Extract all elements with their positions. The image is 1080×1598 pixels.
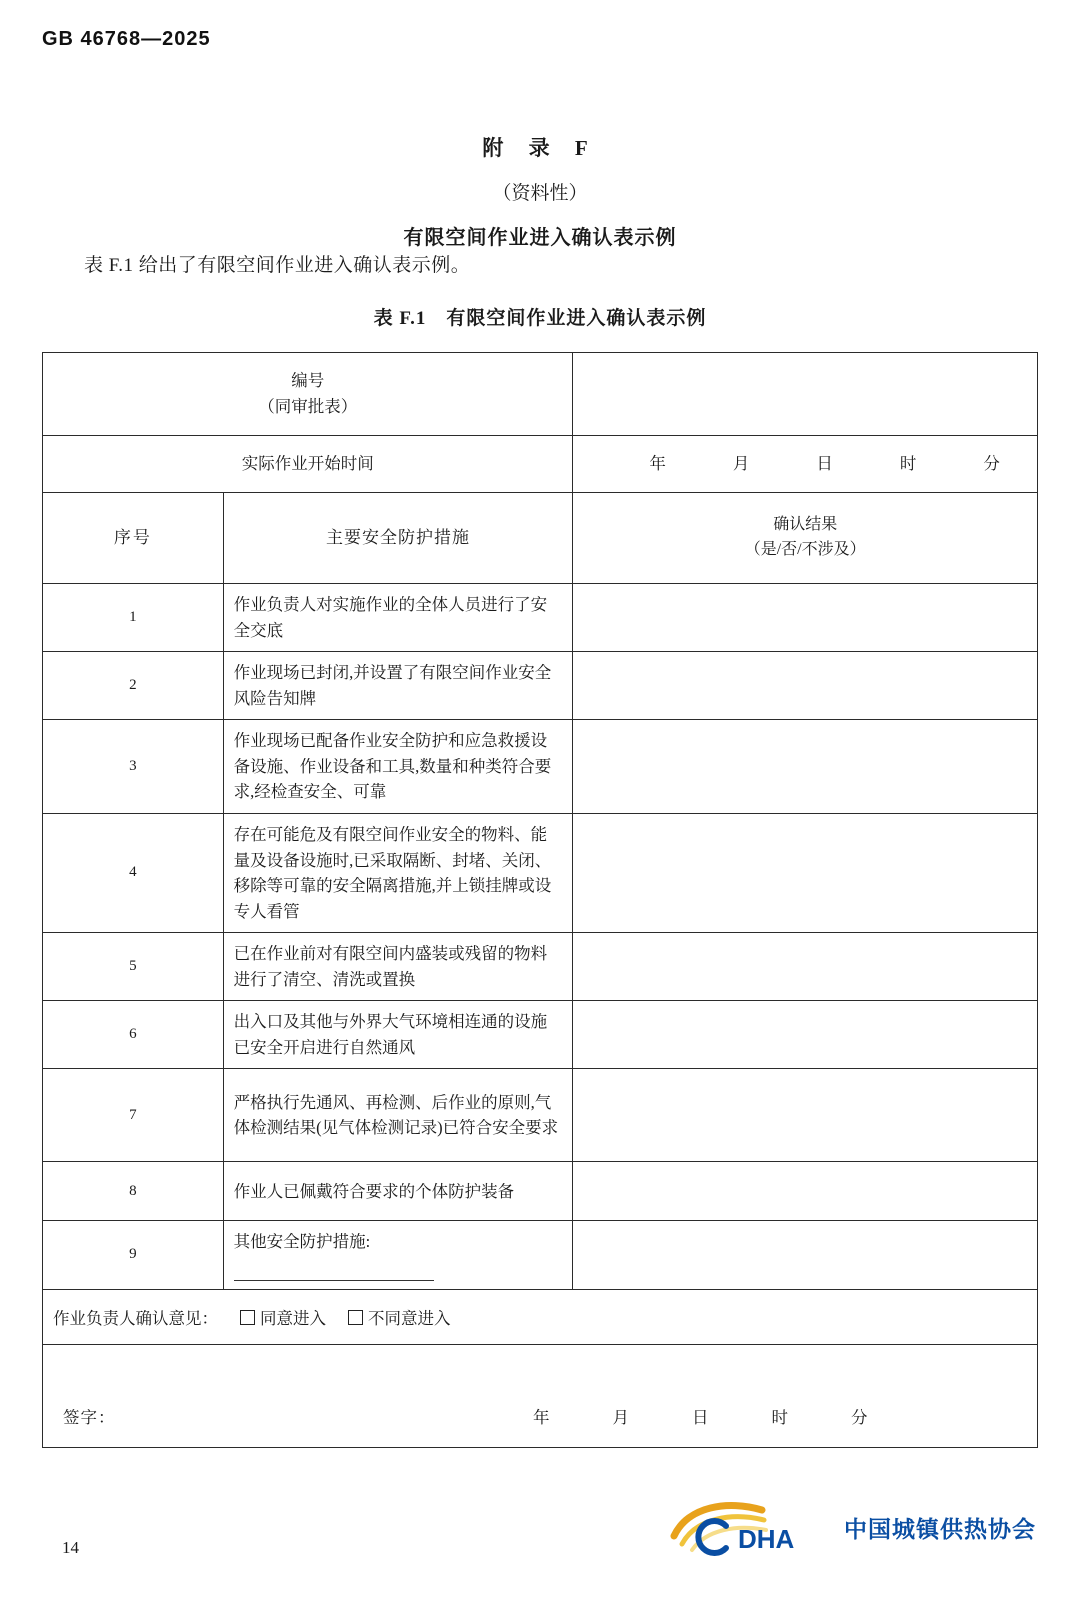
row-result[interactable] bbox=[573, 652, 1038, 720]
table-row bbox=[43, 720, 1038, 814]
row-measure-other bbox=[223, 1221, 573, 1289]
header-result-line2: （是/否/不涉及） bbox=[744, 541, 866, 558]
row-index: 7 bbox=[43, 1069, 224, 1162]
header-index: 序号 bbox=[43, 493, 224, 584]
table-row bbox=[43, 1069, 1038, 1162]
signature-datetime[interactable] bbox=[533, 1405, 869, 1431]
intro-sentence: 表 F.1 给出了有限空间作业进入确认表示例。 bbox=[84, 255, 471, 276]
label-agree: 同意进入 bbox=[260, 1308, 326, 1328]
row-index: 2 bbox=[43, 652, 224, 720]
row-measure: 已在作业前对有限空间内盛装或残留的物料进行了清空、清洗或置换 bbox=[223, 933, 573, 1001]
row-measure: 作业人已佩戴符合要求的个体防护装备 bbox=[223, 1162, 573, 1221]
unit-year: 年 bbox=[649, 454, 667, 474]
start-time-value[interactable] bbox=[573, 436, 1038, 493]
unit-minute: 分 bbox=[983, 454, 1001, 474]
row-measure: 严格执行先通风、再检测、后作业的原则,气体检测结果(见气体检测记录)已符合安全要求 bbox=[223, 1069, 573, 1162]
row-result[interactable] bbox=[573, 1162, 1038, 1221]
confirmation-opinion-cell bbox=[43, 1289, 1038, 1344]
id-label-line2: （同审批表） bbox=[258, 397, 358, 416]
row-measure-other-label: 其他安全防护措施: bbox=[233, 1232, 371, 1252]
table-row bbox=[43, 813, 1038, 932]
appendix-type: （资料性） bbox=[492, 183, 588, 204]
row-measure: 作业现场已封闭,并设置了有限空间作业安全风险告知牌 bbox=[223, 652, 573, 720]
signature-row bbox=[43, 1344, 1038, 1447]
row-result[interactable] bbox=[573, 933, 1038, 1001]
row-index: 1 bbox=[43, 584, 224, 652]
signature-area bbox=[53, 1353, 1027, 1439]
sign-unit-month: 月 bbox=[612, 1408, 630, 1427]
checkbox-disagree[interactable] bbox=[348, 1310, 363, 1325]
row-index: 6 bbox=[43, 1001, 224, 1069]
row-measure: 作业现场已配备作业安全防护和应急救援设备设施、作业设备和工具,数量和种类符合要求,经检查安全、可靠 bbox=[223, 720, 573, 814]
row-result[interactable] bbox=[573, 720, 1038, 814]
id-value-cell[interactable] bbox=[573, 353, 1038, 436]
row-index: 5 bbox=[43, 933, 224, 1001]
start-time-label: 实际作业开始时间 bbox=[43, 436, 573, 493]
row-result[interactable] bbox=[573, 584, 1038, 652]
table-row-start-time bbox=[43, 436, 1038, 493]
row-measure: 存在可能危及有限空间作业安全的物料、能量及设备设施时,已采取隔断、封堵、关闭、移除等可靠的安全隔离措施,并上锁挂牌或设专人看管 bbox=[223, 813, 573, 932]
table-row-id bbox=[43, 353, 1038, 436]
confirmation-opinion-row bbox=[43, 1289, 1038, 1344]
row-measure: 出入口及其他与外界大气环境相连通的设施已安全开启进行自然通风 bbox=[223, 1001, 573, 1069]
label-disagree: 不同意进入 bbox=[368, 1308, 451, 1328]
signature-cell bbox=[43, 1344, 1038, 1447]
row-result[interactable] bbox=[573, 813, 1038, 932]
header-result bbox=[573, 493, 1038, 584]
header-result-line1: 确认结果 bbox=[773, 516, 838, 534]
row-result[interactable] bbox=[573, 1001, 1038, 1069]
table-row bbox=[43, 1221, 1038, 1289]
row-index: 8 bbox=[43, 1162, 224, 1221]
unit-month: 月 bbox=[732, 454, 751, 474]
id-label-cell bbox=[43, 353, 573, 436]
signature-label[interactable]: 签字： bbox=[63, 1408, 116, 1427]
confirmation-label: 作业负责人确认意见： bbox=[53, 1308, 218, 1328]
page-number: 14 bbox=[62, 1538, 79, 1557]
unit-hour: 时 bbox=[899, 454, 918, 474]
logo-organization-name: 中国城镇供热协会 bbox=[844, 1515, 1036, 1542]
table-row bbox=[43, 933, 1038, 1001]
other-measure-input[interactable] bbox=[234, 1263, 434, 1281]
footer-logo bbox=[666, 1496, 1036, 1558]
table-row bbox=[43, 1162, 1038, 1221]
confirmation-form-table bbox=[42, 352, 1038, 1448]
row-result[interactable] bbox=[573, 1221, 1038, 1289]
header-measure: 主要安全防护措施 bbox=[223, 493, 573, 584]
appendix-heading-block bbox=[0, 132, 1080, 250]
sign-unit-minute: 分 bbox=[851, 1408, 869, 1427]
table-row bbox=[43, 1001, 1038, 1069]
checkbox-agree[interactable] bbox=[240, 1310, 255, 1325]
unit-day: 日 bbox=[816, 454, 834, 474]
table-header-row bbox=[43, 493, 1038, 584]
svg-text:DHA: DHA bbox=[738, 1524, 795, 1554]
row-index: 4 bbox=[43, 813, 224, 932]
appendix-title: 附 录 F bbox=[482, 136, 598, 160]
row-result[interactable] bbox=[573, 1069, 1038, 1162]
standard-code: GB 46768—2025 bbox=[42, 28, 211, 50]
row-index: 3 bbox=[43, 720, 224, 814]
table-caption: 表 F.1 有限空间作业进入确认表示例 bbox=[373, 308, 707, 329]
table-row bbox=[43, 652, 1038, 720]
table-row bbox=[43, 584, 1038, 652]
cdha-logo-icon bbox=[666, 1496, 834, 1558]
id-label-line1: 编号 bbox=[291, 371, 325, 391]
row-index: 9 bbox=[43, 1221, 224, 1289]
sign-unit-hour: 时 bbox=[771, 1408, 789, 1427]
sign-unit-day: 日 bbox=[692, 1408, 710, 1427]
row-measure: 作业负责人对实施作业的全体人员进行了安全交底 bbox=[223, 584, 573, 652]
appendix-name: 有限空间作业进入确认表示例 bbox=[403, 227, 677, 249]
sign-unit-year: 年 bbox=[533, 1408, 551, 1427]
